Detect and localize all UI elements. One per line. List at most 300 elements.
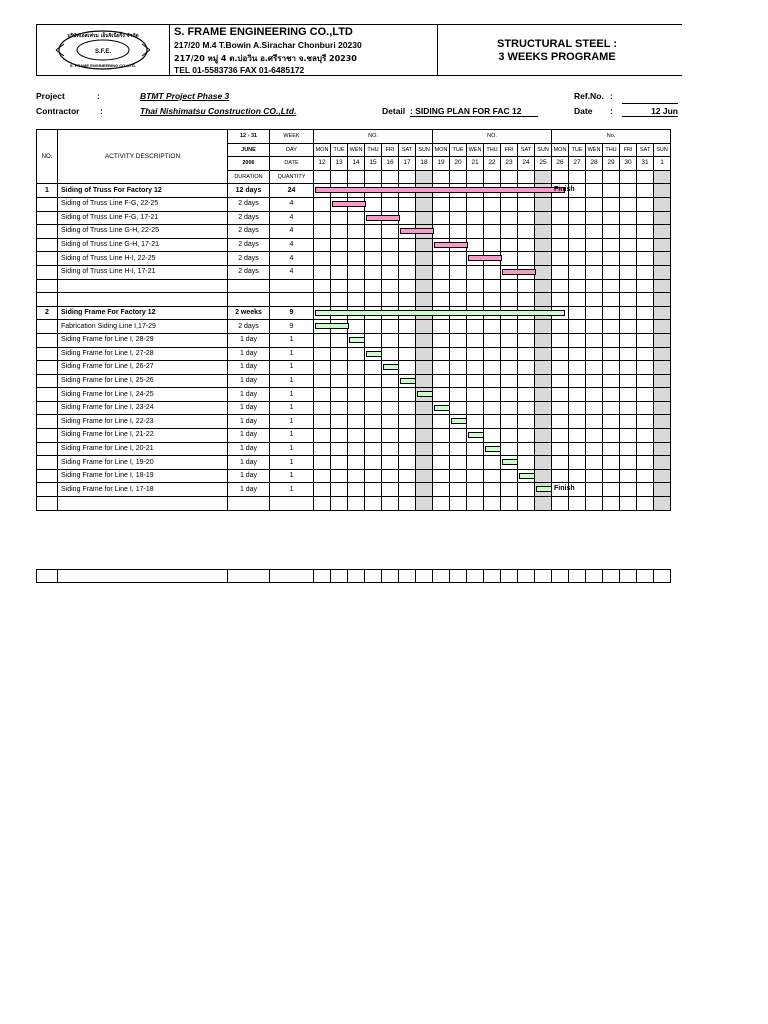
day-header: FRI <box>382 143 399 157</box>
task-bar <box>349 337 365 343</box>
day-header: THU <box>603 143 620 157</box>
activity-quantity: 1 <box>270 483 314 497</box>
day-cell <box>654 401 671 415</box>
day-cell <box>433 469 450 483</box>
day-cell <box>569 361 586 375</box>
day-cell <box>586 483 603 497</box>
day-cell <box>467 265 484 279</box>
day-cell <box>399 469 416 483</box>
refno-label: Ref.No. <box>574 91 604 101</box>
day-cell <box>433 497 450 511</box>
day-cell <box>450 265 467 279</box>
activity-description: Siding Frame for Line I, 26-27 <box>58 361 228 375</box>
day-cell <box>348 388 365 402</box>
day-cell <box>620 442 637 456</box>
day-cell <box>416 388 433 402</box>
day-cell <box>467 361 484 375</box>
day-cell <box>654 347 671 361</box>
day-cell <box>620 197 637 211</box>
day-cell <box>484 456 501 470</box>
day-cell <box>518 252 535 266</box>
activity-row <box>37 320 671 334</box>
activity-quantity: 9 <box>270 320 314 334</box>
day-cell <box>365 265 382 279</box>
activity-description: Siding Frame for Line I, 22-23 <box>58 415 228 429</box>
task-bar <box>332 201 366 207</box>
day-cell <box>416 170 433 184</box>
activity-duration: 2 days <box>228 225 270 239</box>
day-cell <box>433 170 450 184</box>
day-cell <box>484 211 501 225</box>
day-cell <box>501 483 518 497</box>
logo-cell <box>36 24 170 76</box>
day-cell <box>348 211 365 225</box>
day-header: THU <box>484 143 501 157</box>
day-cell <box>450 401 467 415</box>
day-cell <box>382 320 399 334</box>
logo-bottom-text: S. FRAME ENGINEERING CO.,LTD. <box>69 63 137 68</box>
day-cell <box>416 293 433 307</box>
day-cell <box>569 170 586 184</box>
day-cell <box>535 497 552 511</box>
activity-description: Siding Frame for Line I, 24-25 <box>58 388 228 402</box>
day-cell <box>620 497 637 511</box>
day-cell <box>654 483 671 497</box>
project-label: Project <box>36 91 65 101</box>
date-label: Date <box>574 106 593 116</box>
day-header: TUE <box>331 143 348 157</box>
day-cell <box>552 374 569 388</box>
activity-duration: 1 day <box>228 374 270 388</box>
day-cell <box>314 225 331 239</box>
day-cell <box>535 429 552 443</box>
activity-no <box>37 374 58 388</box>
day-cell <box>450 456 467 470</box>
day-cell <box>603 306 620 320</box>
day-cell <box>620 361 637 375</box>
activity-description: Siding of Truss Line G-H, 22-25 <box>58 225 228 239</box>
day-cell <box>399 197 416 211</box>
activity-quantity: 1 <box>270 429 314 443</box>
day-cell <box>620 429 637 443</box>
footer-cell <box>637 570 654 583</box>
day-cell <box>603 429 620 443</box>
day-cell <box>314 483 331 497</box>
day-cell <box>637 306 654 320</box>
day-cell <box>620 293 637 307</box>
day-cell <box>620 333 637 347</box>
day-cell <box>569 293 586 307</box>
day-cell <box>348 429 365 443</box>
day-cell <box>586 401 603 415</box>
refno-underline <box>622 103 678 104</box>
day-cell <box>501 225 518 239</box>
day-cell <box>620 225 637 239</box>
day-cell <box>450 361 467 375</box>
activity-description: Siding Frame For Factory 12 <box>58 306 228 320</box>
day-cell <box>620 170 637 184</box>
footer-cell <box>450 570 467 583</box>
day-cell <box>535 456 552 470</box>
footer-cell <box>314 570 331 583</box>
day-cell <box>552 429 569 443</box>
day-cell <box>518 333 535 347</box>
day-cell <box>603 497 620 511</box>
day-cell <box>382 170 399 184</box>
task-bar <box>502 269 536 275</box>
day-cell <box>620 469 637 483</box>
date-header: 23 <box>501 157 518 171</box>
day-cell <box>399 456 416 470</box>
day-cell <box>637 469 654 483</box>
footer-cell <box>535 570 552 583</box>
day-cell <box>416 361 433 375</box>
day-cell <box>637 184 654 198</box>
activity-row <box>37 442 671 456</box>
activity-duration: 2 weeks <box>228 306 270 320</box>
activity-duration: 1 day <box>228 361 270 375</box>
day-cell <box>501 170 518 184</box>
activity-duration: 1 day <box>228 442 270 456</box>
day-cell <box>365 197 382 211</box>
day-cell <box>620 279 637 293</box>
day-cell <box>399 333 416 347</box>
activity-row <box>37 225 671 239</box>
day-cell <box>348 252 365 266</box>
day-cell <box>331 211 348 225</box>
day-cell <box>569 469 586 483</box>
day-cell <box>603 401 620 415</box>
day-cell <box>535 265 552 279</box>
day-cell <box>399 252 416 266</box>
day-cell <box>467 333 484 347</box>
day-cell <box>314 170 331 184</box>
day-cell <box>348 361 365 375</box>
day-cell <box>433 442 450 456</box>
day-header: MON <box>314 143 331 157</box>
day-cell <box>637 279 654 293</box>
day-cell <box>331 197 348 211</box>
date-label-col: DATE <box>270 157 314 171</box>
day-cell <box>416 197 433 211</box>
task-bar <box>536 486 552 492</box>
day-cell <box>654 211 671 225</box>
day-cell <box>586 497 603 511</box>
day-cell <box>518 374 535 388</box>
date-header: 28 <box>586 157 603 171</box>
day-cell <box>518 225 535 239</box>
day-cell <box>467 456 484 470</box>
day-cell <box>637 429 654 443</box>
day-cell <box>620 211 637 225</box>
day-cell <box>450 252 467 266</box>
footer-cell <box>569 570 586 583</box>
day-cell <box>450 374 467 388</box>
day-cell <box>314 252 331 266</box>
period-year: 2006 <box>228 157 270 171</box>
date-header: 15 <box>365 157 382 171</box>
activity-row <box>37 238 671 252</box>
day-header: WEN <box>467 143 484 157</box>
activity-description: Siding of Truss Line H-I, 17-21 <box>58 265 228 279</box>
day-cell <box>348 415 365 429</box>
activity-row <box>37 347 671 361</box>
day-cell <box>535 252 552 266</box>
day-cell <box>467 374 484 388</box>
activity-quantity: 4 <box>270 265 314 279</box>
day-cell <box>365 483 382 497</box>
day-cell <box>552 320 569 334</box>
day-cell <box>365 415 382 429</box>
day-cell <box>603 170 620 184</box>
activity-no <box>37 333 58 347</box>
logo-center-text: S.F.E. <box>94 49 112 55</box>
footer-cell <box>501 570 518 583</box>
day-cell <box>365 225 382 239</box>
activity-no <box>37 388 58 402</box>
activity-row <box>37 265 671 279</box>
task-bar <box>315 310 565 316</box>
day-cell <box>603 483 620 497</box>
task-bar <box>468 255 502 261</box>
period-range: 12 - 31 <box>228 130 270 144</box>
day-cell <box>569 225 586 239</box>
day-cell <box>365 361 382 375</box>
day-cell <box>586 361 603 375</box>
activity-no <box>37 293 58 307</box>
day-cell <box>314 333 331 347</box>
day-cell <box>399 497 416 511</box>
day-cell <box>586 469 603 483</box>
day-cell <box>501 456 518 470</box>
day-cell <box>637 442 654 456</box>
contractor-label: Contractor <box>36 106 80 116</box>
day-cell <box>450 293 467 307</box>
day-cell <box>569 401 586 415</box>
week-number-3: No. <box>552 130 671 144</box>
day-cell <box>331 225 348 239</box>
day-cell <box>535 401 552 415</box>
day-cell <box>348 469 365 483</box>
activity-duration <box>228 293 270 307</box>
day-header: TUE <box>450 143 467 157</box>
day-cell <box>484 333 501 347</box>
activity-description <box>58 497 228 511</box>
day-cell <box>620 184 637 198</box>
day-cell <box>467 170 484 184</box>
day-cell <box>603 197 620 211</box>
day-cell <box>433 429 450 443</box>
day-cell <box>314 184 331 198</box>
day-cell <box>518 347 535 361</box>
day-cell <box>586 320 603 334</box>
col-header-quantity: QUANTITY <box>270 170 314 184</box>
activity-duration <box>228 497 270 511</box>
day-cell <box>331 279 348 293</box>
day-cell <box>501 238 518 252</box>
date-header: 16 <box>382 157 399 171</box>
activity-no <box>37 238 58 252</box>
activity-row <box>37 429 671 443</box>
day-cell <box>603 388 620 402</box>
day-cell <box>637 238 654 252</box>
day-cell <box>382 429 399 443</box>
activity-no <box>37 429 58 443</box>
day-cell <box>586 347 603 361</box>
task-bar <box>451 418 467 424</box>
date-value: 12 Jun <box>622 106 678 117</box>
day-cell <box>314 211 331 225</box>
date-colon: : <box>610 106 613 116</box>
activity-no <box>37 320 58 334</box>
day-cell <box>637 483 654 497</box>
date-header: 27 <box>569 157 586 171</box>
activity-row <box>37 374 671 388</box>
task-bar <box>485 446 501 452</box>
day-cell <box>603 238 620 252</box>
day-cell <box>501 497 518 511</box>
date-header: 17 <box>399 157 416 171</box>
day-cell <box>518 238 535 252</box>
date-header: 19 <box>433 157 450 171</box>
task-bar <box>519 473 535 479</box>
activity-description: Siding of Truss Line G-H, 17-21 <box>58 238 228 252</box>
day-cell <box>569 456 586 470</box>
day-cell <box>382 252 399 266</box>
task-bar <box>400 228 434 234</box>
day-cell <box>331 429 348 443</box>
day-cell <box>331 265 348 279</box>
activity-no <box>37 401 58 415</box>
date-header: 1 <box>654 157 671 171</box>
activity-row <box>37 361 671 375</box>
day-cell <box>586 197 603 211</box>
day-cell <box>518 483 535 497</box>
activity-no <box>37 211 58 225</box>
activity-duration: 2 days <box>228 252 270 266</box>
day-cell <box>518 429 535 443</box>
day-cell <box>450 483 467 497</box>
day-cell <box>501 429 518 443</box>
day-cell <box>450 320 467 334</box>
footer-cell <box>270 570 314 583</box>
day-cell <box>535 293 552 307</box>
day-cell <box>467 442 484 456</box>
day-cell <box>654 265 671 279</box>
day-cell <box>365 320 382 334</box>
day-cell <box>535 347 552 361</box>
day-cell <box>382 469 399 483</box>
detail-value: : SIDING PLAN FOR FAC 12 <box>410 106 538 117</box>
day-cell <box>535 225 552 239</box>
day-cell <box>586 170 603 184</box>
day-cell <box>382 388 399 402</box>
project-value: BTMT Project Phase 3 <box>140 91 230 101</box>
day-cell <box>535 361 552 375</box>
day-cell <box>501 388 518 402</box>
day-cell <box>348 374 365 388</box>
day-cell <box>399 442 416 456</box>
day-cell <box>433 401 450 415</box>
day-cell <box>603 347 620 361</box>
activity-no <box>37 279 58 293</box>
day-cell <box>518 197 535 211</box>
day-cell <box>620 306 637 320</box>
day-cell <box>348 401 365 415</box>
day-cell <box>654 388 671 402</box>
activity-description: Siding Frame for Line I, 27-28 <box>58 347 228 361</box>
activity-duration: 1 day <box>228 347 270 361</box>
day-header: SUN <box>654 143 671 157</box>
day-cell <box>501 442 518 456</box>
activity-row <box>37 279 671 293</box>
day-cell <box>433 415 450 429</box>
day-cell <box>433 333 450 347</box>
day-cell <box>586 265 603 279</box>
company-address-en: 217/20 M.4 T.Bowin A.Sirachar Chonburi 20230 <box>174 40 362 50</box>
day-cell <box>620 252 637 266</box>
week-number-1: NO. <box>314 130 433 144</box>
activity-no <box>37 483 58 497</box>
activity-quantity: 1 <box>270 456 314 470</box>
day-cell <box>450 429 467 443</box>
day-cell <box>552 401 569 415</box>
day-cell <box>518 293 535 307</box>
footer-cell <box>433 570 450 583</box>
day-cell <box>314 320 331 334</box>
day-cell <box>365 238 382 252</box>
day-cell <box>433 483 450 497</box>
day-cell <box>603 279 620 293</box>
day-cell <box>365 347 382 361</box>
day-cell <box>399 279 416 293</box>
day-cell <box>484 429 501 443</box>
day-cell <box>569 429 586 443</box>
activity-row <box>37 483 671 497</box>
day-cell <box>654 279 671 293</box>
day-cell <box>399 170 416 184</box>
activity-quantity: 1 <box>270 442 314 456</box>
day-cell <box>586 388 603 402</box>
day-cell <box>654 225 671 239</box>
day-cell <box>416 442 433 456</box>
day-cell <box>569 320 586 334</box>
day-cell <box>416 333 433 347</box>
day-cell <box>467 211 484 225</box>
day-cell <box>433 293 450 307</box>
day-cell <box>467 225 484 239</box>
day-cell <box>382 415 399 429</box>
day-cell <box>399 374 416 388</box>
day-cell <box>450 347 467 361</box>
footer-cell <box>416 570 433 583</box>
day-cell <box>518 320 535 334</box>
day-cell <box>484 347 501 361</box>
day-cell <box>467 401 484 415</box>
date-header: 21 <box>467 157 484 171</box>
day-cell <box>501 401 518 415</box>
day-cell <box>314 388 331 402</box>
day-cell <box>535 279 552 293</box>
activity-no <box>37 469 58 483</box>
day-cell <box>586 429 603 443</box>
day-cell <box>399 415 416 429</box>
day-cell <box>433 320 450 334</box>
day-cell <box>518 170 535 184</box>
activity-row <box>37 293 671 307</box>
day-cell <box>552 225 569 239</box>
day-cell <box>467 388 484 402</box>
